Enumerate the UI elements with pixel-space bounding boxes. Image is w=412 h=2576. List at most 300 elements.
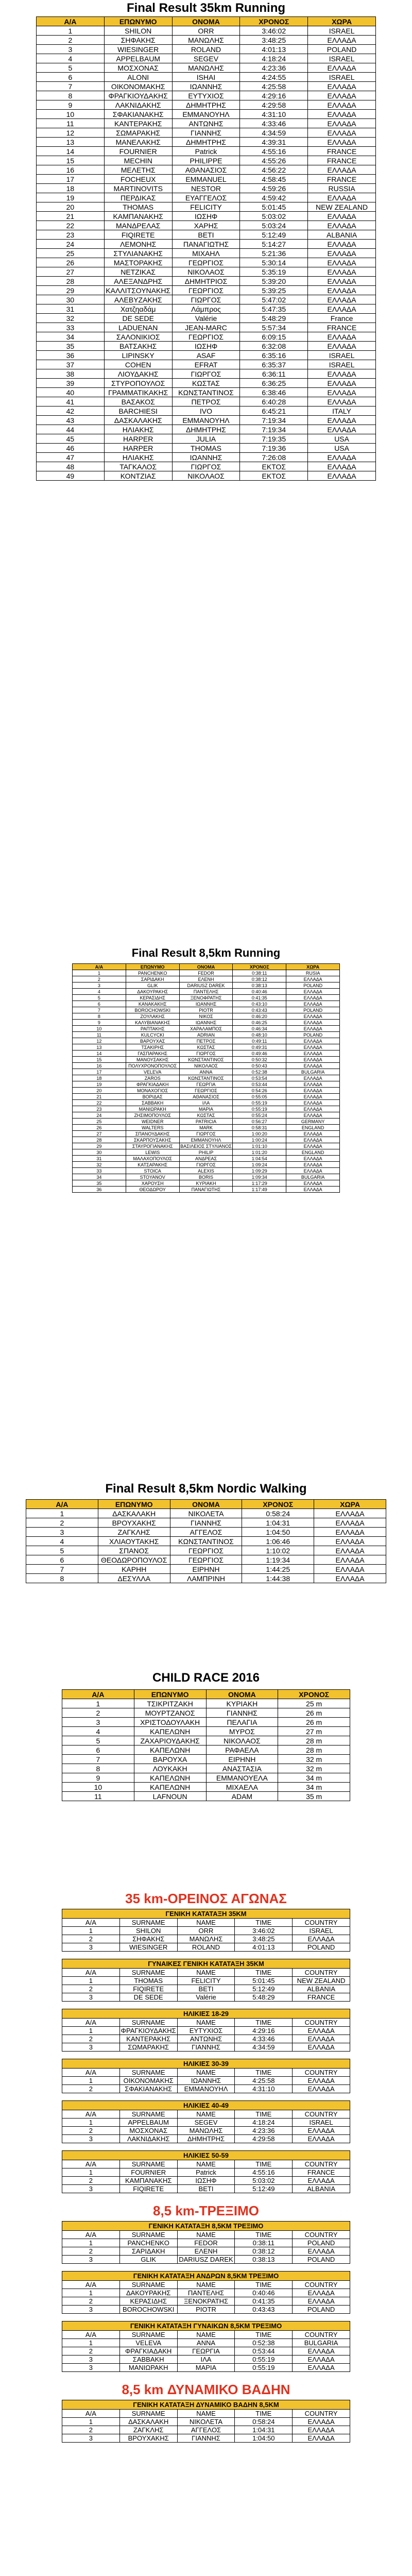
table-cell: ΧΑΡΑΛΑΜΠΟΣ xyxy=(179,1026,233,1032)
table-cell: 0:55:19 xyxy=(233,1100,286,1106)
table-cell: 0:38:13 xyxy=(235,2256,293,2264)
header-row xyxy=(37,17,376,26)
table-cell: 0:55:05 xyxy=(233,1094,286,1100)
table-row xyxy=(37,138,376,147)
table-cell: 0:43:10 xyxy=(233,1001,286,1007)
table-row xyxy=(73,1088,340,1094)
table-cell: WIESINGER xyxy=(104,45,172,54)
table-row xyxy=(62,1943,350,1952)
table-cell: ΓΙΩΡΓΟΣ xyxy=(179,1162,233,1168)
table-row xyxy=(37,379,376,388)
category-group-35km xyxy=(0,1909,412,2193)
table-cell: 3:48:25 xyxy=(235,1935,293,1943)
category-title: ΗΛΙΚΙΕΣ 18-29 xyxy=(62,2009,350,2019)
table-cell: ΕΚΤΟΣ xyxy=(240,462,308,471)
table-row xyxy=(73,1100,340,1106)
column-header: ΧΡΟΝΟΣ xyxy=(278,1690,350,1699)
table-row xyxy=(73,1174,340,1180)
category-group-nordic xyxy=(0,2400,412,2443)
column-header: A/A xyxy=(62,2160,120,2168)
table-cell: 36 xyxy=(37,351,105,360)
table-cell: 4:29:58 xyxy=(235,2135,293,2143)
table-cell: 4:58:45 xyxy=(240,175,308,184)
table-cell: 1:09:24 xyxy=(233,1162,286,1168)
table-cell: 38 xyxy=(37,369,105,379)
table-cell: GLIK xyxy=(126,982,179,989)
table-cell: 1 xyxy=(26,1509,98,1518)
table-cell: ΣΠΑΝΟΣ xyxy=(98,1546,170,1555)
table-cell: ISRAEL xyxy=(293,1927,350,1935)
table-cell: ΒΑΡΟΥΧΑΣ xyxy=(126,1038,179,1044)
table-cell: POLAND xyxy=(293,2239,350,2247)
table-cell: 23 xyxy=(37,230,105,240)
table-row xyxy=(26,1574,386,1583)
table-cell: 4:25:58 xyxy=(235,2077,293,2085)
table-cell: 1 xyxy=(62,1699,134,1708)
table-cell: ΕΛΛΑΔΑ xyxy=(286,1038,340,1044)
table-row xyxy=(37,462,376,471)
category-table xyxy=(62,2221,350,2264)
table-cell: ΕΛΛΑΔΑ xyxy=(308,119,376,128)
table-row xyxy=(62,1993,350,2002)
table-cell: 10 xyxy=(37,110,105,119)
table-cell: ΖΑΧΑΡΙΟΥΔΑΚΗΣ xyxy=(134,1736,206,1745)
table-cell: ISRAEL xyxy=(293,2119,350,2127)
table-cell: ΜΑΝΙΩΡΑΚΗ xyxy=(119,2364,177,2372)
table-cell: 0:38:11 xyxy=(235,2239,293,2247)
table-cell: ΧΑΡΗΣ xyxy=(172,221,240,230)
table-cell: ΞΕΝΟΚΡΑΤΗΣ xyxy=(177,2297,235,2306)
table-cell: 34 m xyxy=(278,1783,350,1792)
table-cell: Patrick xyxy=(172,147,240,156)
table-cell: 5:47:02 xyxy=(240,295,308,304)
table-cell: 17 xyxy=(73,1069,126,1075)
table-cell: FRANCE xyxy=(308,323,376,332)
table-cell: ΕΛΛΑΔΑ xyxy=(286,1044,340,1050)
table-cell: 0:41:35 xyxy=(233,995,286,1001)
table-cell: ΒΑΤΣΑΚΗΣ xyxy=(104,342,172,351)
table-cell: 0:38:11 xyxy=(233,970,286,976)
table-row xyxy=(37,397,376,406)
table-cell: ΜΑΝΩΛΗΣ xyxy=(177,1935,235,1943)
table-cell: FOCHEUX xyxy=(104,175,172,184)
table-cell: ΜΑΡΙΑ xyxy=(177,2364,235,2372)
table-cell: 10 xyxy=(73,1026,126,1032)
table-cell: ΑΝΤΩΝΗΣ xyxy=(172,119,240,128)
table-cell: HARPER xyxy=(104,434,172,444)
table-cell: ΙΛΑ xyxy=(179,1100,233,1106)
table-cell: 47 xyxy=(37,453,105,462)
table-cell: 8 xyxy=(26,1574,98,1583)
table-cell: ΓΙΩΡΓΟΣ xyxy=(172,369,240,379)
table-cell: 9 xyxy=(73,1020,126,1026)
table-cell: 11 xyxy=(37,119,105,128)
table-row xyxy=(37,119,376,128)
table-cell: ΚΥΡΙΑΚΗ xyxy=(179,1180,233,1187)
table-row xyxy=(37,193,376,202)
table-row xyxy=(62,1985,350,1993)
table-cell: ΚΑΠΕΛΩΝΗ xyxy=(134,1773,206,1783)
table-cell: BETI xyxy=(177,1985,235,1993)
table-cell: 32 xyxy=(37,314,105,323)
table-cell: 1:44:25 xyxy=(242,1565,314,1574)
table-cell: ΚΩΣΤΑΣ xyxy=(179,1044,233,1050)
table-row xyxy=(37,360,376,369)
table-cell: 25 xyxy=(37,249,105,258)
column-header: ΧΡΟΝΟΣ xyxy=(240,17,308,26)
column-header: NAME xyxy=(177,2231,235,2239)
table-cell: 3 xyxy=(62,1943,120,1952)
column-header: A/A xyxy=(62,1969,120,1977)
table-cell: ΕΛΛΑΔΑ xyxy=(293,2135,350,2143)
table-row xyxy=(73,1162,340,1168)
table-cell: FRANCE xyxy=(293,2168,350,2177)
table-cell: 25 xyxy=(73,1118,126,1125)
table-cell: 22 xyxy=(73,1100,126,1106)
table-cell: ΝΙΚΟΛΑΟΣ xyxy=(206,1736,278,1745)
table-row xyxy=(73,1149,340,1156)
table-cell: ΚΩΝΣΤΑΝΤΙΝΟΣ xyxy=(172,388,240,397)
table-cell: 0:48:10 xyxy=(233,1032,286,1038)
table-cell: ΜΑΝΟΥΣΑΚΗΣ xyxy=(126,1057,179,1063)
table-cell: ΓΑΣΠΑΡΑΚΗΣ xyxy=(126,1050,179,1057)
table-row xyxy=(62,2085,350,2093)
table-cell: ΦΡΑΓΚΙΟΥΔΑΚΗΣ xyxy=(104,91,172,100)
table-cell: ΕΥΑΓΓΕΛΟΣ xyxy=(172,193,240,202)
table-cell: ΑΘΑΝΑΣΙΟΣ xyxy=(172,165,240,175)
table-cell: ΕΛΛΑΔΑ xyxy=(308,165,376,175)
table-cell: 0:53:44 xyxy=(233,1081,286,1088)
table-cell: 4:39:31 xyxy=(240,138,308,147)
table-row xyxy=(62,1783,350,1792)
table-cell: ΑΓΓΕΛΟΣ xyxy=(177,2426,235,2434)
table-cell: ADAM xyxy=(206,1792,278,1801)
table-cell: WIESINGER xyxy=(119,1943,177,1952)
column-header: A/A xyxy=(62,2069,120,2077)
table-cell: 5 xyxy=(73,995,126,1001)
table-cell: ΙΩΑΝΝΗΣ xyxy=(179,1001,233,1007)
table-cell: WALTERS xyxy=(126,1125,179,1131)
table-row xyxy=(37,295,376,304)
table-cell: ΕΜΜΑΝΟΥΕΛΑ xyxy=(206,1773,278,1783)
table-row xyxy=(62,1764,350,1773)
table-cell: ΕΛΛΑΔΑ xyxy=(286,1026,340,1032)
table-cell: 4:34:59 xyxy=(235,2043,293,2052)
table-cell: 4:55:26 xyxy=(240,156,308,165)
table-row xyxy=(62,2119,350,2127)
table-cell: ΓΕΩΡΓΙΑ xyxy=(179,1081,233,1088)
table-cell: 34 xyxy=(73,1174,126,1180)
table-cell: ΛΑΚΝΙΔΑΚΗΣ xyxy=(104,100,172,110)
table-cell: 9 xyxy=(62,1773,134,1783)
table-cell: PIOTR xyxy=(179,1007,233,1013)
table-cell: 4:56:22 xyxy=(240,165,308,175)
table-cell: 35 xyxy=(73,1180,126,1187)
table-cell: 1:10:02 xyxy=(242,1546,314,1555)
table-cell: 0:46:34 xyxy=(233,1026,286,1032)
column-header: ΟΝΟΜΑ xyxy=(170,1500,242,1509)
column-header: SURNAME xyxy=(119,2110,177,2119)
table-cell: BETI xyxy=(177,2185,235,2193)
table-cell: 1:06:46 xyxy=(242,1537,314,1546)
table-cell: LAFNOUN xyxy=(134,1792,206,1801)
header-row xyxy=(62,2281,350,2289)
table-cell: 35 m xyxy=(278,1792,350,1801)
table-cell: 27 m xyxy=(278,1727,350,1736)
table-row xyxy=(37,73,376,82)
table-cell: ΓΕΩΡΓΙΟΣ xyxy=(172,286,240,295)
table-cell: ΕΛΛΑΔΑ xyxy=(286,1075,340,1081)
table-cell: ΚΑΤΣΑΡΑΚΗΣ xyxy=(126,1162,179,1168)
table-cell: 0:43:43 xyxy=(235,2306,293,2314)
table-cell: 0:38:12 xyxy=(235,2247,293,2256)
table-cell: ALBANIA xyxy=(308,230,376,240)
header-row xyxy=(62,2069,350,2077)
table-cell: 6:40:28 xyxy=(240,397,308,406)
table-cell: 27 xyxy=(73,1131,126,1137)
table-cell: ΕΛΛΑΔΑ xyxy=(286,989,340,995)
title-nordic: Final Result 8,5km Nordic Walking xyxy=(105,1482,307,1496)
column-header: SURNAME xyxy=(119,2331,177,2339)
table-cell: 6:36:11 xyxy=(240,369,308,379)
table-cell: ΕΛΛΑΔΑ xyxy=(286,1081,340,1088)
section-35km xyxy=(0,0,412,481)
table-row xyxy=(73,1032,340,1038)
table-cell: 2 xyxy=(62,1985,120,1993)
table-cell: ΓΙΑΝΝΗΣ xyxy=(172,128,240,138)
table-cell: 7 xyxy=(62,1755,134,1764)
table-cell: 5:03:24 xyxy=(240,221,308,230)
table-cell: ΚΩΣΤΑΣ xyxy=(172,379,240,388)
table-row xyxy=(62,2355,350,2364)
table-cell: ΔΗΜΗΤΡΗΣ xyxy=(177,2135,235,2143)
table-cell: 0:50:43 xyxy=(233,1063,286,1069)
table-cell: 37 xyxy=(37,360,105,369)
table-cell: ΜΟΝΑΧΟΓΙΟΣ xyxy=(126,1088,179,1094)
table-cell: 1:19:34 xyxy=(242,1555,314,1565)
category-table xyxy=(62,2321,350,2372)
column-header: COUNTRY xyxy=(293,2231,350,2239)
table-cell: ΕΛΛΑΔΑ xyxy=(308,138,376,147)
table-cell: 5:03:02 xyxy=(235,2177,293,2185)
table-cell: ΔΑΣΚΑΛΑΚΗ xyxy=(98,1509,170,1518)
table-row xyxy=(73,1013,340,1020)
table-cell: 0:53:44 xyxy=(235,2347,293,2355)
table-cell: ΕΛΛΑΔΑ xyxy=(308,91,376,100)
table-cell: ΣΗΦΑΚΗΣ xyxy=(119,1935,177,1943)
table-cell: GLIK xyxy=(119,2256,177,2264)
column-header: ΕΠΩΝΥΜΟ xyxy=(104,17,172,26)
table-cell: ΕΛΛΑΔΑ xyxy=(314,1518,386,1528)
table-row xyxy=(37,277,376,286)
header-row xyxy=(62,1690,350,1699)
table-row xyxy=(37,323,376,332)
table-cell: STOYANOV xyxy=(126,1174,179,1180)
table-cell: 4:29:16 xyxy=(240,91,308,100)
table-cell: ΚΑΝΤΕΡΑΚΗΣ xyxy=(104,119,172,128)
table-row xyxy=(62,2035,350,2043)
table-cell: POLAND xyxy=(286,982,340,989)
table-cell: ΕΛΛΑΔΑ xyxy=(286,995,340,1001)
table-row xyxy=(37,156,376,165)
table-cell: KULCYCKI xyxy=(126,1032,179,1038)
table-cell: 3 xyxy=(62,2434,120,2443)
table-cell: 6 xyxy=(26,1555,98,1565)
column-header: TIME xyxy=(235,2110,293,2119)
table-cell: ΕΛΛΑΔΑ xyxy=(286,1187,340,1193)
table-cell: 44 xyxy=(37,425,105,434)
table-cell: ΚΑΡΗΗ xyxy=(98,1565,170,1574)
table-cell: 2 xyxy=(62,2085,120,2093)
table-cell: 6:35:16 xyxy=(240,351,308,360)
column-header: A/A xyxy=(62,2331,120,2339)
table-cell: ΕΛΛΑΔΑ xyxy=(293,2043,350,2052)
category-table xyxy=(62,1959,350,2002)
table-cell: 28 xyxy=(73,1137,126,1143)
table-cell: MECHIN xyxy=(104,156,172,165)
table-row xyxy=(62,2364,350,2372)
table-row xyxy=(73,1137,340,1143)
table-cell: 22 xyxy=(37,221,105,230)
table-cell: ΕΛΛΑΔΑ xyxy=(286,1013,340,1020)
table-cell: FOURNIER xyxy=(104,147,172,156)
table-cell: 4:01:13 xyxy=(235,1943,293,1952)
table-cell: ΕΙΡΗΝΗ xyxy=(206,1755,278,1764)
table-cell: USA xyxy=(308,444,376,453)
table-cell: 3:46:02 xyxy=(240,26,308,36)
title-nordic-red: 8,5 km ΔΥΝΑΜΙΚΟ ΒΑΔΗΝ xyxy=(122,2382,290,2397)
table-cell: ΕΛΛΑΔΑ xyxy=(293,2297,350,2306)
table-cell: 21 xyxy=(37,212,105,221)
table-cell: ALONI xyxy=(104,73,172,82)
table-cell: 5:03:02 xyxy=(240,212,308,221)
table-cell: 18 xyxy=(37,184,105,193)
table-cell: 4 xyxy=(73,989,126,995)
table-cell: 14 xyxy=(37,147,105,156)
table-cell: ΠΕΤΡΟΣ xyxy=(172,397,240,406)
table-row xyxy=(62,2127,350,2135)
header-row xyxy=(62,2110,350,2119)
table-cell: 12 xyxy=(37,128,105,138)
table-cell: 5:57:34 xyxy=(240,323,308,332)
table-cell: ΛΟΥΚΑΚΗ xyxy=(134,1764,206,1773)
table-cell: 1:01:20 xyxy=(233,1149,286,1156)
table-row xyxy=(62,2135,350,2143)
table-cell: 24 xyxy=(73,1112,126,1118)
column-header: ΟΝΟΜΑ xyxy=(172,17,240,26)
table-row xyxy=(62,1699,350,1708)
table-row xyxy=(37,434,376,444)
table-cell: 7 xyxy=(26,1565,98,1574)
table-cell: 6:35:37 xyxy=(240,360,308,369)
table-cell: 2 xyxy=(62,1935,120,1943)
column-header: SURNAME xyxy=(119,1969,177,1977)
table-cell: 49 xyxy=(37,471,105,481)
title-85km-red: 8,5 km-ΤΡΕΞΙΜΟ xyxy=(152,2203,259,2218)
table-cell: ΕΛΛΑΔΑ xyxy=(308,471,376,481)
table-row xyxy=(73,1112,340,1118)
table-cell: 5:39:25 xyxy=(240,286,308,295)
table-cell: ΕΛΛΑΔΑ xyxy=(308,100,376,110)
table-cell: ΕΛΛΑΔΑ xyxy=(308,369,376,379)
table-cell: ΣΑΒΒΑΚΗ xyxy=(126,1100,179,1106)
table-cell: ΓΙΑΝΝΗΣ xyxy=(206,1708,278,1718)
table-cell: ΝΙΚΟΛΑΟΣ xyxy=(179,1063,233,1069)
table-cell: ΕΛΛΑΔΑ xyxy=(308,63,376,73)
table-cell: ΣΗΦΑΚΗΣ xyxy=(104,36,172,45)
table-cell: 10 xyxy=(62,1783,134,1792)
table-row xyxy=(26,1546,386,1555)
table-cell: 5:30:14 xyxy=(240,258,308,267)
table-cell: ΕΛΛΑΔΑ xyxy=(286,1168,340,1174)
table-row xyxy=(73,1081,340,1088)
column-header: ΧΡΟΝΟΣ xyxy=(242,1500,314,1509)
table-cell: 0:49:31 xyxy=(233,1044,286,1050)
table-cell: ΕΛΛΑΔΑ xyxy=(308,240,376,249)
table-cell: ΕΛΛΑΔΑ xyxy=(293,2247,350,2256)
column-header: SURNAME xyxy=(119,1919,177,1927)
column-header: NAME xyxy=(177,2069,235,2077)
table-cell: 6:09:15 xyxy=(240,332,308,342)
table-cell: 1 xyxy=(62,1977,120,1985)
table-cell: 19 xyxy=(73,1081,126,1088)
table-cell: FIQIRETE xyxy=(119,2185,177,2193)
table-cell: PIOTR xyxy=(177,2306,235,2314)
table-cell: ΕΛΛΑΔΑ xyxy=(308,462,376,471)
table-cell: 14 xyxy=(73,1050,126,1057)
table-cell: ALBANIA xyxy=(293,2185,350,2193)
table-cell: POLAND xyxy=(293,2256,350,2264)
header-row xyxy=(62,2331,350,2339)
table-cell: ΜΟΣΧΟΝΑΣ xyxy=(119,2127,177,2135)
table-row xyxy=(37,267,376,277)
table-cell: 1 xyxy=(62,2339,120,2347)
table-cell: BULGARIA xyxy=(286,1174,340,1180)
table-row xyxy=(73,1118,340,1125)
table-row xyxy=(73,1187,340,1193)
table-cell: ΕΛΛΑΔΑ xyxy=(286,1180,340,1187)
column-header: ΧΩΡΑ xyxy=(308,17,376,26)
column-header: SURNAME xyxy=(119,2069,177,2077)
table-cell: 15 xyxy=(73,1057,126,1063)
table-row xyxy=(37,26,376,36)
table-cell: 2 xyxy=(62,1708,134,1718)
table-cell: ΕΛΛΑΔΑ xyxy=(308,453,376,462)
table-cell: ΙΛΑ xyxy=(177,2355,235,2364)
header-row xyxy=(62,2231,350,2239)
table-cell: ΓΙΑΝΝΗΣ xyxy=(177,2434,235,2443)
table-cell: ΔΕΣΥΛΛΑ xyxy=(98,1574,170,1583)
table-cell: ΒΟΡΙΔΑΣ xyxy=(126,1094,179,1100)
table-row xyxy=(73,1001,340,1007)
table-cell: 20 xyxy=(73,1088,126,1094)
table-cell: ALEXIS xyxy=(179,1168,233,1174)
table-cell: VELEVA xyxy=(119,2339,177,2347)
table-cell: 5:12:49 xyxy=(235,1985,293,1993)
table-cell: ΟΙΚΟΝΟΜΑΚΗΣ xyxy=(104,82,172,91)
table-cell: ΕΛΛΑΔΑ xyxy=(286,1050,340,1057)
table-cell: 33 xyxy=(37,323,105,332)
table-cell: 28 xyxy=(37,277,105,286)
table-cell: ΕΛΛΑΔΑ xyxy=(286,1131,340,1137)
results-table-35km xyxy=(36,16,376,481)
table-cell: 8 xyxy=(73,1013,126,1020)
table-cell: SEGEV xyxy=(177,2119,235,2127)
table-cell: PHILIP xyxy=(179,1149,233,1156)
table-cell: 1 xyxy=(62,2239,120,2247)
table-cell: 0:55:19 xyxy=(235,2355,293,2364)
table-cell: 7:19:36 xyxy=(240,444,308,453)
